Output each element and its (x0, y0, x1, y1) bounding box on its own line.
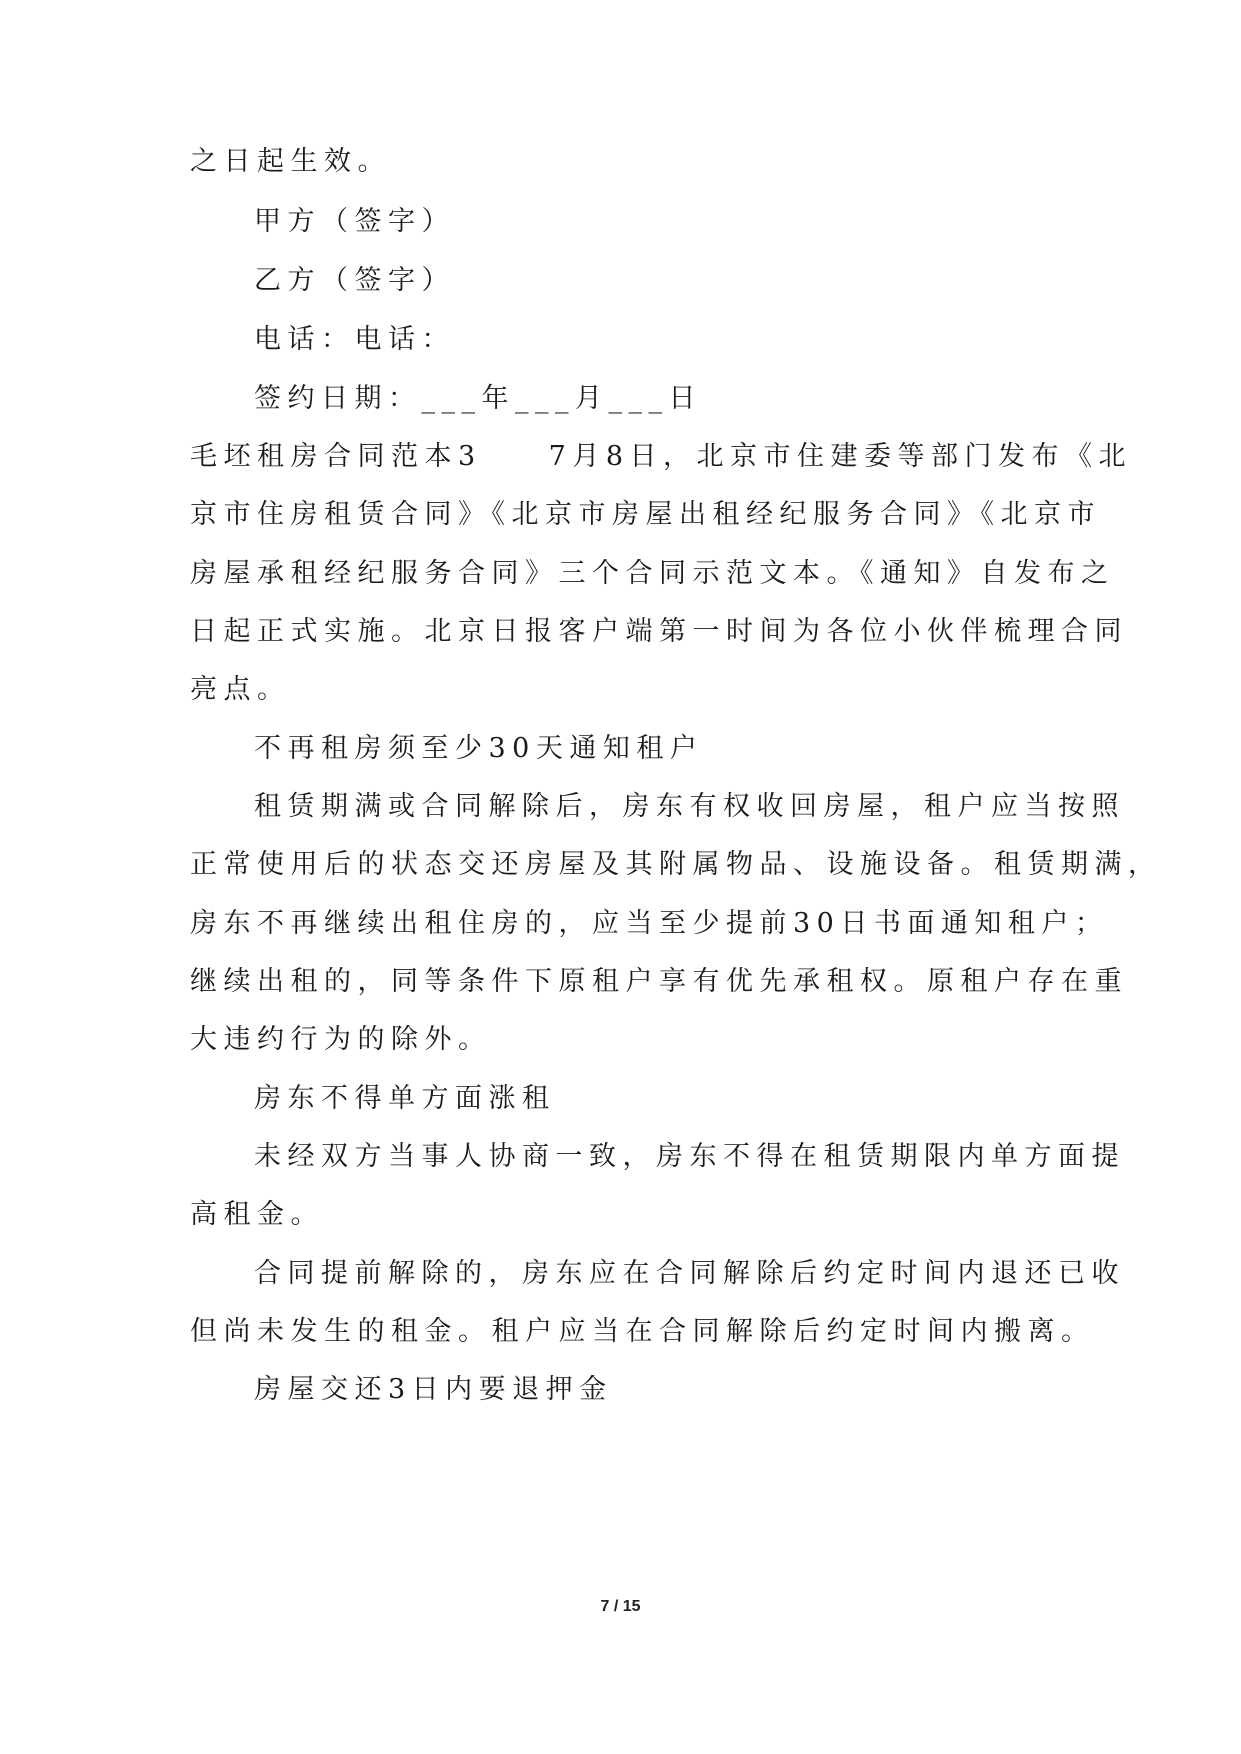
paragraph-line: 租赁期满或合同解除后，房东有权收回房屋，租户应当按照 (254, 791, 1125, 822)
paragraph-line: 房屋承租经纪服务合同》三个合同示范文本。《通知》自发布之 (190, 558, 1115, 589)
signing-date-line: 签约日期：___年___月___日 (254, 383, 702, 414)
paragraph-line: 未经双方当事人协商一致，房东不得在租赁期限内单方面提 (254, 1141, 1125, 1172)
party-b-signature-line: 乙方（签字） (254, 265, 455, 296)
paragraph-line: 京市住房租赁合同》《北京市房屋出租经纪服务合同》《北京市 (190, 499, 1101, 530)
paragraph-line: 继续出租的，同等条件下原租户享有优先承租权。原租户存在重 (190, 966, 1128, 997)
paragraph-line: 之日起生效。 (190, 146, 391, 177)
section-heading: 房屋交还3日内要退押金 (254, 1374, 613, 1405)
section-heading: 房东不得单方面涨租 (254, 1083, 556, 1114)
phone-line: 电话：电话： (254, 324, 455, 355)
paragraph-line: 大违约行为的除外。 (190, 1024, 492, 1055)
paragraph-line: 房东不再继续出租住房的，应当至少提前30日书面通知租户； (190, 908, 1109, 939)
party-a-signature-line: 甲方（签字） (254, 206, 455, 237)
paragraph-line: 合同提前解除的，房东应在合同解除后约定时间内退还已收 (254, 1258, 1125, 1289)
paragraph-line: 正常使用后的状态交还房屋及其附属物品、设施设备。租赁期满， (190, 849, 1162, 880)
section-heading: 不再租房须至少30天通知租户 (254, 733, 704, 764)
paragraph-line: 毛坯租房合同范本3 7月8日，北京市住建委等部门发布《北 (190, 441, 1133, 472)
paragraph-line: 高租金。 (190, 1199, 324, 1230)
paragraph-line: 亮点。 (190, 674, 291, 705)
page-number: 7 / 15 (600, 1598, 641, 1615)
paragraph-line: 日起正式实施。北京日报客户端第一时间为各位小伙伴梳理合同 (190, 616, 1128, 647)
paragraph-line: 但尚未发生的租金。租户应当在合同解除后约定时间内搬离。 (190, 1316, 1095, 1347)
